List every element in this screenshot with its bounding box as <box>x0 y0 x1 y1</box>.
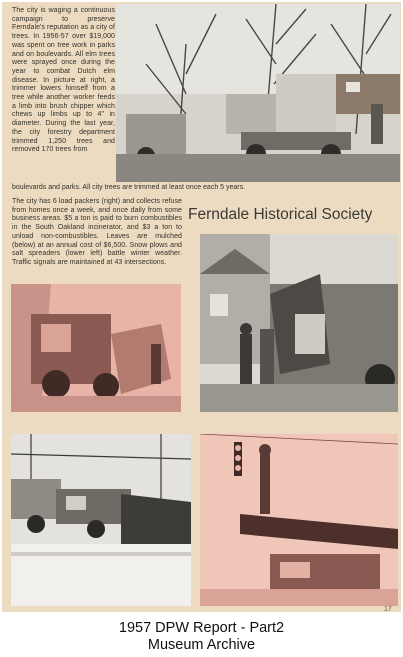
archive-footer <box>0 620 403 654</box>
refuse-collection-text: The city has 6 load packers (right) and collects refuse from homes once a week, and once daily from some business areas. $5 a ton is paid to burn combustibles in the South Oakland incinerator, and $3 a ton to unload non-combustibles. Leaves are mulched (below) at an annual cost of $6,500. Snow plows and salt spreaders (lower left) battle winter weather. Traffic signals are maintained at 43 intersections. <box>12 198 182 266</box>
traffic-signal-photo <box>200 434 398 606</box>
page-number: 17 <box>384 606 392 613</box>
leaf-mulching-photo <box>11 284 181 412</box>
snow-plow-photo <box>11 434 191 606</box>
footer-title: 1957 DPW Report - Part2 <box>118 620 285 636</box>
report-page <box>2 2 401 612</box>
historical-society-title: Ferndale Historical Society <box>188 206 373 223</box>
tree-campaign-text: The city is waging a continuous campaign to preserve Ferndale's reputation as a city of trees. In 1956-57 over $19,000 was spent on tree work in parks and on boulevards. All elm trees were sprayed once during the year to combat Dutch elm disease. In picture at right, a trimmer lowers himself from a tree while another worker feeds a limb into brush chipper which chews up limbs up to 4" in diameter. During the last year, the city forestry department trimmed 1,250 trees and removed 170 trees from <box>12 7 115 154</box>
tree-trimming-photo <box>116 4 400 182</box>
footer-subtitle: Museum Archive <box>147 637 256 653</box>
load-packer-photo <box>200 234 398 412</box>
trees-caption: boulevards and parks. All city trees are trimmed at least once each 5 years. <box>12 184 246 191</box>
